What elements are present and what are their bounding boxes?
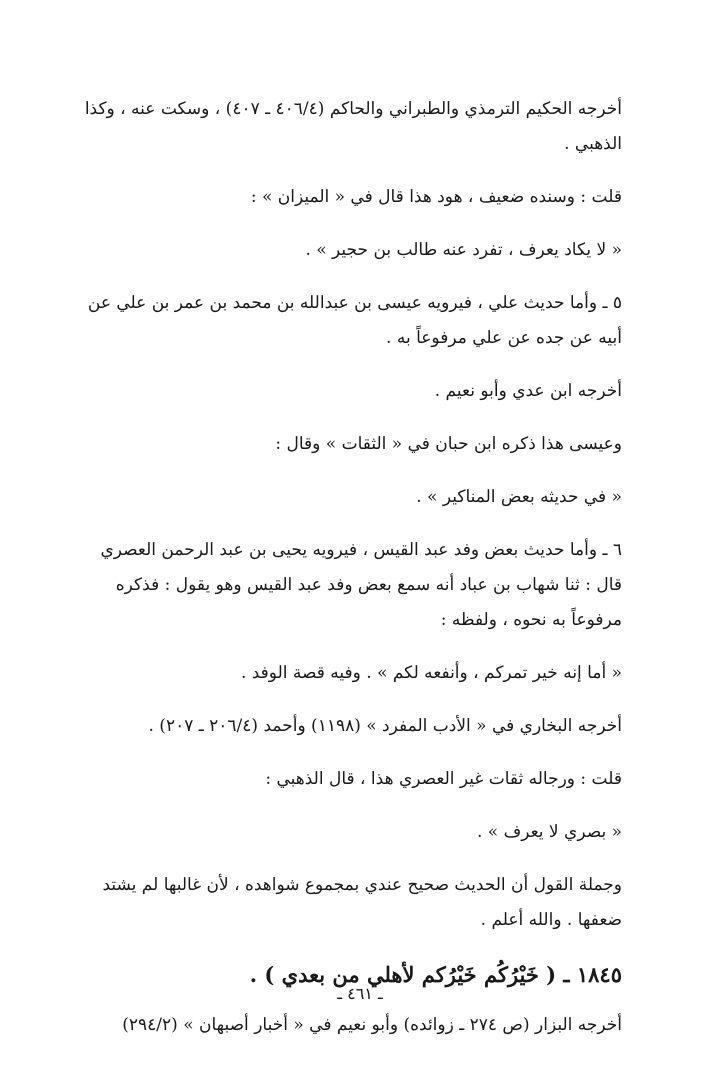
paragraph-hadith-ali: ٥ ـ وأما حديث علي ، فيرويه عيسى بن عبدالله بن محمد بن عمر بن علي عن أبيه عن جده عن علي مرفوعاً به . bbox=[87, 293, 622, 348]
paragraph-bazzar: أخرجه البزار (ص ٢٧٤ ـ زوائده) وأبو نعيم في « أخبار أصبهان » (٢٩٤/٢) bbox=[122, 1015, 622, 1035]
paragraph-isa-thiqat: وعيسى هذا ذكره ابن حبان في « الثقات » وقال : bbox=[275, 434, 622, 454]
paragraph-takhrij-hakim: أخرجه الحكيم الترمذي والطبراني والحاكم (٤٠٦/٤ ـ ٤٠٧) ، وسكت عنه ، وكذا الذهبي . bbox=[84, 99, 622, 154]
paragraph-conclusion: وجملة القول أن الحديث صحيح عندي بمجموع شواهده ، لأن غالبها لم يشتد ضعفها . والله أعلم . bbox=[102, 875, 622, 930]
paragraph-mizan-quote: « لا يكاد يعرف ، تفرد عنه طالب بن حجير » . bbox=[305, 240, 622, 260]
paragraph-basri-quote: « بصري لا يعرف » . bbox=[476, 822, 622, 842]
page-body bbox=[84, 92, 656, 1061]
paragraph-ibn-adi: أخرجه ابن عدي وأبو نعيم . bbox=[434, 381, 622, 401]
paragraph-sanad-daif: قلت : وسنده ضعيف ، هود هذا قال في « الميزان » : bbox=[250, 187, 622, 207]
hadith-number: ١٨٤٥ ـ bbox=[563, 962, 622, 987]
page-number: ـ ٤٦١ ـ bbox=[337, 984, 383, 1003]
paragraph-bukhari-adab: أخرجه البخاري في « الأدب المفرد » (١١٩٨) وأحمد (٢٠٦/٤ ـ ٢٠٧) . bbox=[148, 716, 622, 736]
paragraph-rijal-thiqat: قلت : ورجاله ثقات غير العصري هذا ، قال الذهبي : bbox=[265, 769, 622, 789]
paragraph-khayr-tamrikum: « أما إنه خير تمركم ، وأنفعه لكم » . وفيه قصة الوفد . bbox=[240, 663, 622, 683]
paragraph-manakir-quote: « في حديثه بعض المناكير » . bbox=[416, 487, 622, 507]
paragraph-abd-al-qays: ٦ ـ وأما حديث بعض وفد عبد القيس ، فيرويه يحيى بن عبد الرحمن العصري قال : ثنا شهاب بن عباد أنه سمع بعض وفد عبد القيس وهو يقول : فذكره مرفوعاً به نحوه ، ولفظه : bbox=[100, 540, 622, 630]
hadith-title: ( خَيْرُكُم خَيْرُكم لأهلي من بعدي ) . bbox=[249, 962, 557, 987]
